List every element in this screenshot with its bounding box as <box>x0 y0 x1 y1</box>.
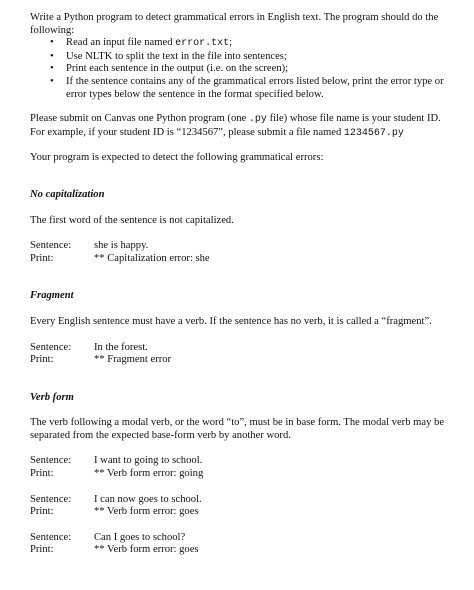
submission-paragraph: Please submit on Canvas one Python program (one .py file) whose file name is your student ID. For example, if your student ID is “1234567”, please submit a file named 1234567.py <box>30 113 441 139</box>
list-item: • If the sentence contains any of the grammatical errors listed below, print the error type or error types below the sentence in the format specified below. <box>50 75 444 100</box>
example-output: ** Capitalization error: she <box>94 252 210 264</box>
bullet-icon: • <box>50 63 54 75</box>
example-sentence: In the forest. <box>94 341 148 353</box>
list-item: • Read an input file named error.txt; <box>50 37 233 50</box>
print-label: Print: <box>30 354 54 366</box>
section-title-verb-form: Verb form <box>30 391 74 403</box>
sentence-label: Sentence: <box>30 531 72 543</box>
intro-paragraph: Write a Python program to detect grammatical errors in English text. The program should do the following: <box>30 12 439 36</box>
example-sentence: I can now goes to school. <box>94 493 202 505</box>
example-output: ** Verb form error: goes <box>94 544 199 556</box>
bullet-icon: • <box>50 37 54 49</box>
inline-code: 1234567.py <box>343 127 404 139</box>
sentence-label: Sentence: <box>30 341 72 353</box>
example-output: ** Verb form error: going <box>94 468 204 480</box>
example-sentence: I want to going to school. <box>94 455 203 467</box>
example-block <box>30 532 452 557</box>
example-block <box>30 342 452 367</box>
list-item: • Print each sentence in the output (i.e. on the screen); <box>50 63 289 75</box>
example-output: ** Fragment error <box>94 354 172 366</box>
print-label: Print: <box>30 468 54 480</box>
sentence-label: Sentence: <box>30 240 72 252</box>
inline-code: error.txt <box>175 38 230 50</box>
expectation-paragraph: Your program is expected to detect the following grammatical errors: <box>30 152 324 164</box>
print-label: Print: <box>30 252 54 264</box>
example-sentence: Can I goes to school? <box>94 531 186 543</box>
example-block <box>30 494 452 519</box>
example-block <box>30 240 452 265</box>
section-description: Every English sentence must have a verb. If the sentence has no verb, it is called a “fragment”. <box>30 315 432 327</box>
section-description: The verb following a modal verb, or the word “to”, must be in base form. The modal verb may be separated from the expected base-form verb by another word. <box>30 417 445 441</box>
example-output: ** Verb form error: goes <box>94 506 199 518</box>
sentence-label: Sentence: <box>30 493 72 505</box>
requirements-list <box>30 37 452 101</box>
inline-code: .py <box>248 114 267 126</box>
example-block <box>30 455 452 480</box>
print-label: Print: <box>30 506 54 518</box>
example-sentence: she is happy. <box>94 240 149 252</box>
bullet-icon: • <box>50 75 54 87</box>
section-description: The first word of the sentence is not capitalized. <box>30 214 234 226</box>
bullet-icon: • <box>50 50 54 62</box>
print-label: Print: <box>30 544 54 556</box>
section-title-fragment: Fragment <box>30 290 74 302</box>
sentence-label: Sentence: <box>30 455 72 467</box>
document-page <box>30 12 452 557</box>
list-item: • Use NLTK to split the text in the file into sentences; <box>50 50 287 62</box>
section-title-capitalization: No capitalization <box>30 188 105 200</box>
